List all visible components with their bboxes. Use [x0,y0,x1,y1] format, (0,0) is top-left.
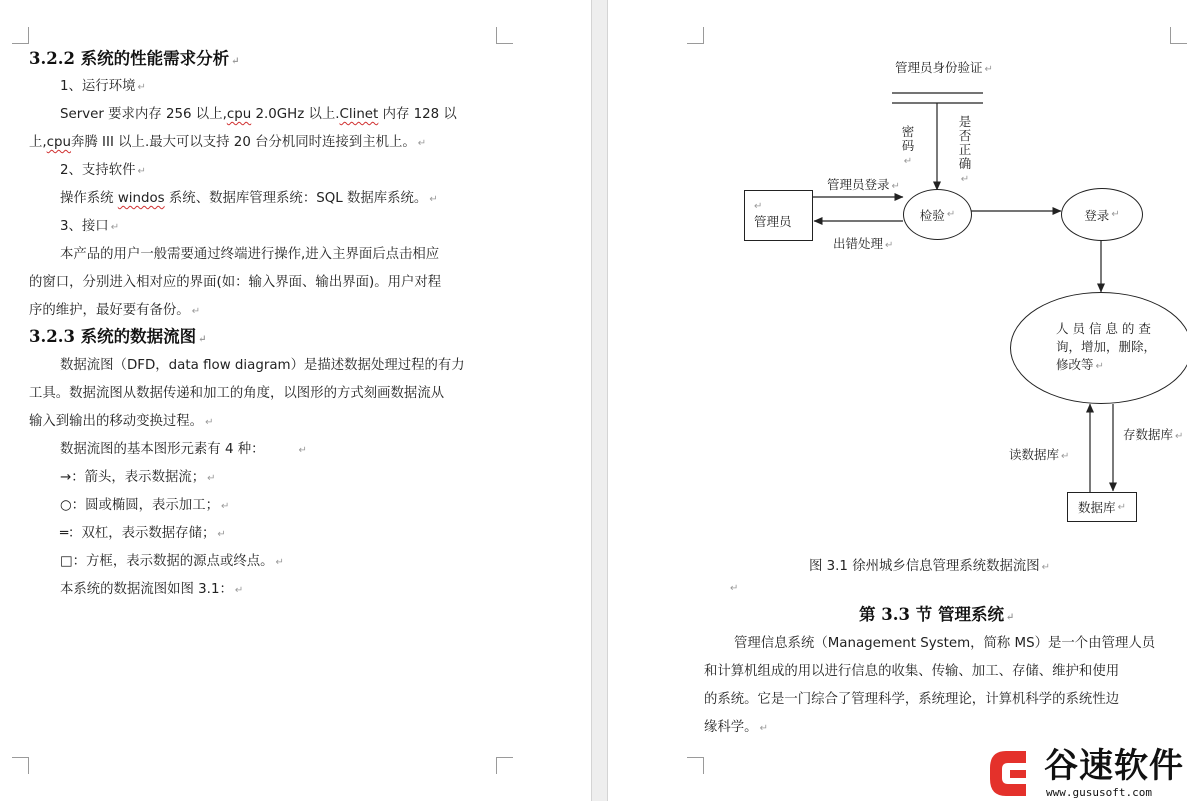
paragraph-mark: ↵ [110,222,120,233]
figure-caption[interactable]: 图 3.1 徐州城乡信息管理系统数据流图 ↵ [809,559,1051,574]
paragraph-mark: ↵ [1005,612,1015,623]
heading-3-2-3[interactable]: 3.2.3 系统的数据流图 ↵ [29,327,207,346]
elements-intro[interactable]: 数据流图的基本图形元素有 4 种： ↵ [60,442,307,457]
interface-line-2[interactable]: 的窗口，分别进入相对应的界面(如：输入界面、输出界面)。用户对程 [29,275,442,290]
watermark-brand-name: 谷速软件 [1044,746,1184,786]
label-error-handling[interactable]: 出错处理 ↵ [833,236,894,251]
paragraph-mark: ↵ [1041,562,1051,573]
element-box[interactable]: □：方框，表示数据的源点或终点。 ↵ [60,554,284,569]
ms-line-4[interactable]: 缘科学。 ↵ [704,720,768,735]
paragraph-mark: ↵ [1117,501,1126,513]
paragraph-mark: ↵ [205,417,214,428]
heading-3-2-2[interactable]: 3.2.2 系统的性能需求分析 ↵ [29,49,240,68]
paragraph-mark: ↵ [207,473,216,484]
software-title[interactable]: 2、支持软件 ↵ [60,163,146,178]
software-line[interactable]: 操作系统 windos 系统、数据库管理系统：SQL 数据库系统。 ↵ [60,191,438,206]
paragraph-mark: ↵ [903,156,913,167]
paragraph-mark: ↵ [191,306,201,317]
spellcheck-word: Clinet [339,107,379,122]
paragraph-mark: ↵ [1111,209,1120,220]
database-entity-box[interactable]: 数据库 ↵ [1067,492,1137,522]
dfd-line-3[interactable]: 输入到输出的移动变换过程。 ↵ [29,414,214,429]
element-circle[interactable]: ○：圆或椭圆，表示加工； ↵ [60,498,230,513]
paragraph-mark: ↵ [984,64,993,75]
spellcheck-word: windos [117,191,165,206]
paragraph-mark: ↵ [231,56,240,67]
paragraph-mark: ↵ [217,529,226,540]
paragraph-mark: ↵ [275,557,284,568]
paragraph-mark: ↵ [417,138,427,149]
env-line-2[interactable]: 上,cpu奔腾 III 以上.最大可以支持 20 台分机同时连接到主机上。 ↵ [29,135,427,150]
label-correct[interactable]: 是否正确 ↵ [958,114,972,185]
interface-line-1[interactable]: 本产品的用户一般需要通过终端进行操作,进入主界面后点击相应 [60,247,440,262]
paragraph-mark: ↵ [960,174,970,185]
paragraph-mark: ↵ [137,82,146,93]
login-process[interactable]: 登录 ↵ [1061,188,1143,241]
paragraph-mark: ↵ [220,501,230,512]
person-info-text: 人 员 信 息 的 查 询，增加，删除， 修改等 ↵ [1056,321,1157,372]
ms-line-2[interactable]: 和计算机组成的用以进行信息的收集、传输、加工、存储、维护和使用 [704,664,1120,679]
label-save-database[interactable]: 存数据库 ↵ [1123,427,1184,442]
interface-line-3[interactable]: 序的维护，最好要有备份。 ↵ [29,303,201,318]
env-title[interactable]: 1、运行环境 ↵ [60,79,146,94]
label-admin-login[interactable]: 管理员登录 ↵ [827,177,900,192]
paragraph-mark: ↵ [1095,361,1104,372]
figure-reference[interactable]: 本系统的数据流图如图 3.1： ↵ [60,582,244,597]
spellcheck-word: cpu [46,135,72,150]
element-double-bar[interactable]: ═：双杠，表示数据存储； ↵ [60,526,226,541]
admin-entity-box[interactable]: ↵ 管理员 [744,190,813,241]
paragraph-mark: ↵ [759,723,768,734]
spellcheck-word: cpu [226,107,252,122]
paragraph-mark: ↵ [298,445,307,456]
dfd-line-2[interactable]: 工具。数据流图从数据传递和加工的角度，以图形的方式刻画数据流从 [29,386,445,401]
paragraph-mark: ↵ [429,194,438,205]
ms-line-1[interactable]: 管理信息系统（Management System，简称 MS）是一个由管理人员 [734,636,1156,651]
env-line-1[interactable]: Server 要求内存 256 以上,cpu 2.0GHz 以上.Clinet 内存 128 以 [60,107,457,122]
label-password[interactable]: 密码 ↵ [901,124,915,167]
ms-line-3[interactable]: 的系统。它是一门综合了管理科学，系统理论，计算机科学的系统性边 [704,692,1120,707]
paragraph-mark: ↵ [1175,431,1184,442]
paragraph-mark: ↵ [730,583,739,594]
paragraph-mark: ↵ [885,240,894,251]
paragraph-mark: ↵ [198,334,207,345]
paragraph-mark: ↵ [234,585,244,596]
data-store-label[interactable]: 管理员身份验证 ↵ [895,60,993,75]
interface-title[interactable]: 3、接口 ↵ [60,219,120,234]
paragraph-mark: ↵ [754,200,763,212]
person-info-process[interactable] [1010,292,1187,404]
verify-process[interactable]: 检验 ↵ [903,189,972,240]
label-read-database[interactable]: 读数据库 ↵ [1009,447,1070,462]
element-arrow[interactable]: →：箭头，表示数据流； ↵ [60,470,216,485]
paragraph-mark: ↵ [946,209,956,220]
heading-3-3[interactable]: 第 3.3 节 管理系统 ↵ [859,605,1015,624]
paragraph-mark: ↵ [891,181,900,192]
dfd-line-1[interactable]: 数据流图（DFD，data flow diagram）是描述数据处理过程的有力 [60,358,465,373]
watermark-url: www.gususoft.com [1046,786,1152,799]
paragraph-mark: ↵ [1061,451,1070,462]
paragraph-mark: ↵ [137,166,146,177]
